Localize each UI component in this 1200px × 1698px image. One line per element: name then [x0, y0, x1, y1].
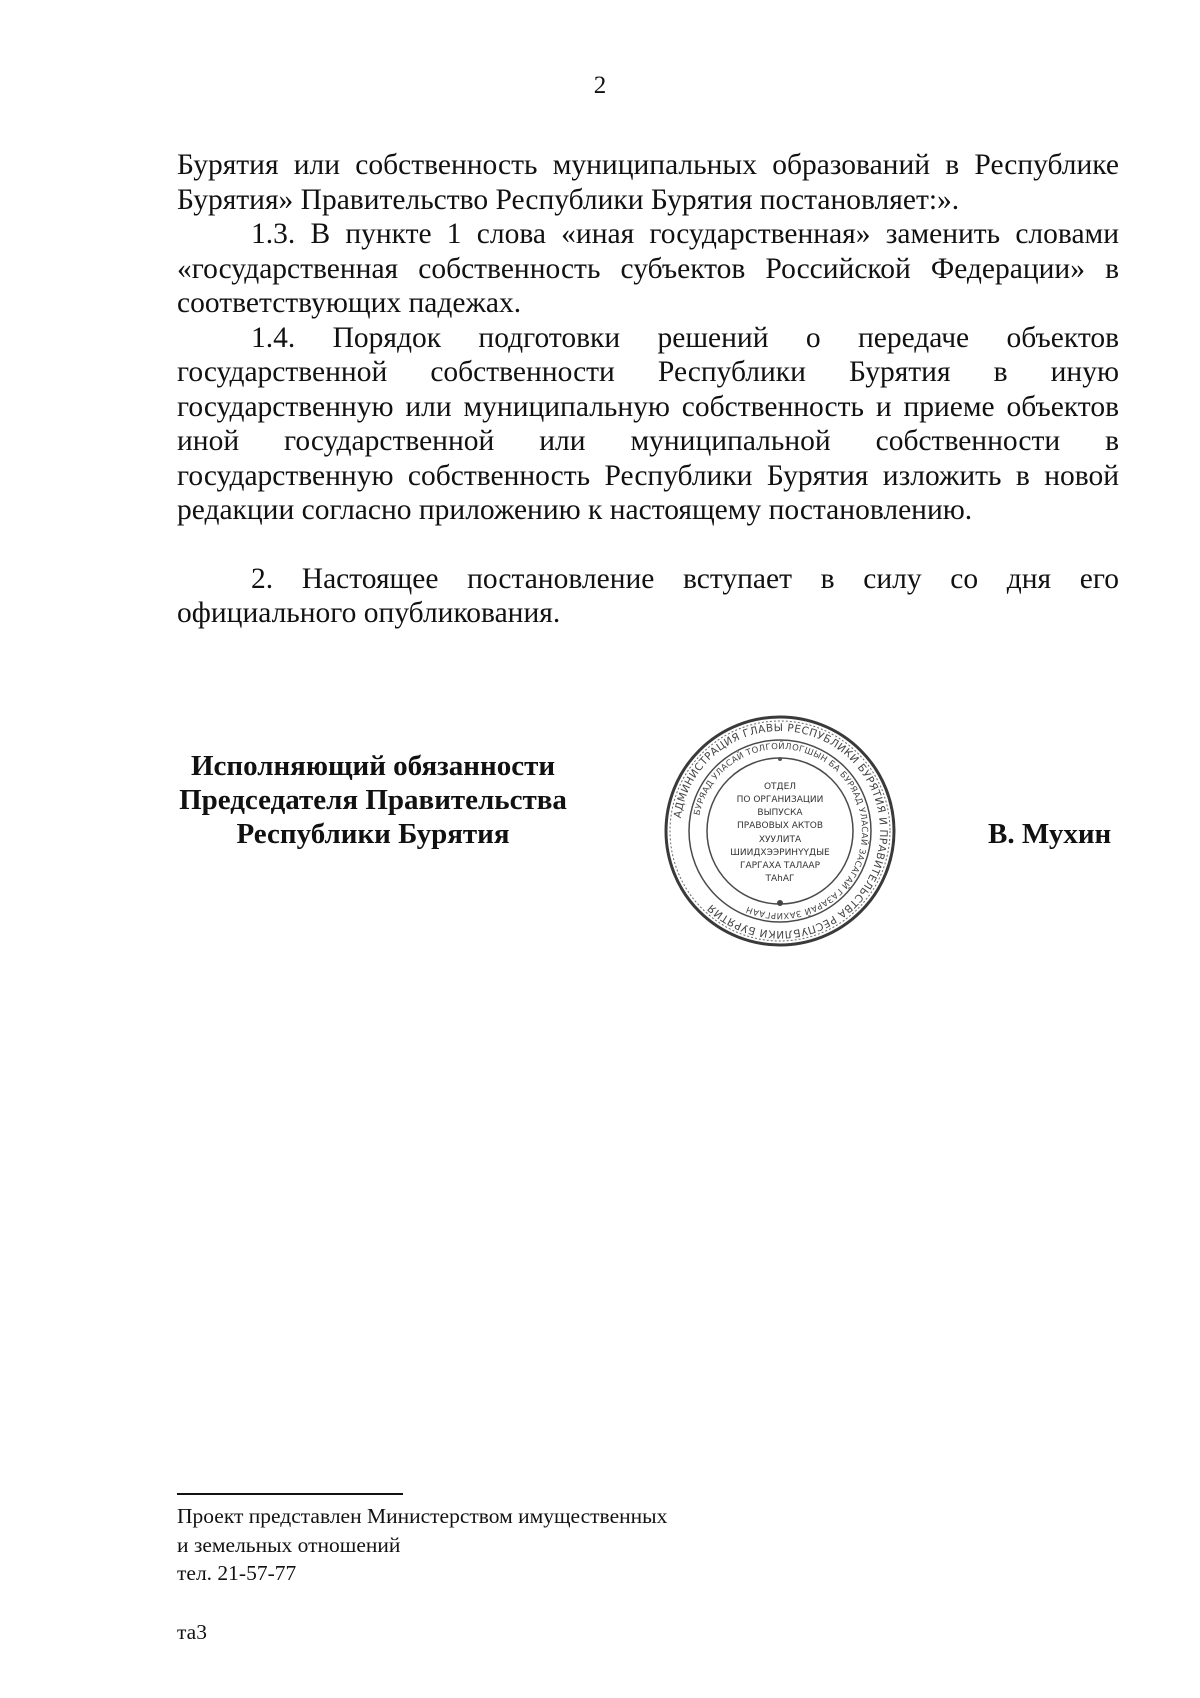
official-seal [662, 713, 898, 949]
paragraph-continuation: Бурятия или собственность муниципальных образований в Республике Бурятия» Правительство Республики Бурятия постановляет:». [177, 149, 1119, 216]
seal-inner-text: БУРЯАД УЛАСАЙ ТОЛГОЙЛОГШЫН БА БУРЯАД УЛАСАЙ ЗАСАГАЙ ГАЗАРАЙ ЗАХИРГААН [692, 741, 870, 921]
signer-name: В. Мухин [988, 818, 1112, 850]
footnote-line: и земельных отношений [177, 1532, 401, 1557]
signer-title [178, 749, 568, 851]
seal-graphic [662, 713, 898, 949]
footnote [177, 1502, 877, 1646]
document-body [177, 148, 1119, 631]
paragraph-2: 2. Настоящее постановление вступает в силу со дня его официального опубликования. [177, 562, 1119, 629]
page-number: 2 [593, 72, 607, 99]
seal-center-line: ШИИДХЭЭРИНҮҮДЫЕ [730, 848, 830, 858]
seal-center-line: ГАРГАХА ТАЛААР [739, 861, 821, 871]
paragraph-1-3: 1.3. В пункте 1 слова «иная государственная» заменить словами «государственная собственность субъектов Российской Федерации» в соответствующих падежах. [177, 218, 1119, 319]
signer-title-line: Республики Бурятия [236, 818, 510, 850]
seal-center-line: ХУУЛИТА [758, 835, 802, 845]
footnote-code: та3 [177, 1619, 207, 1644]
signer-title-line: Председателя Правительства [179, 784, 567, 816]
signer-title-line: Исполняющий обязанности [190, 750, 556, 782]
seal-outer-text: АДМИНИСТРАЦИЯ ГЛАВЫ РЕСПУБЛИКИ БУРЯТИЯ И ПРАВИТЕЛЬСТВА РЕСПУБЛИКИ БУРЯТИЯ [671, 721, 890, 941]
footnote-divider [177, 1493, 403, 1495]
paragraph-1-4: 1.4. Порядок подготовки решений о передаче объектов государственной собственности Республики Бурятия в иную государственную или муниципальную собственность и приеме объектов иной государственной или муниципальной собственности в государственную собственность Республики Бурятия изложить в новой редакции согласно приложению к настоящему постановлению. [177, 321, 1119, 526]
seal-center-line: ОТДЕЛ [763, 782, 797, 792]
footnote-phone: тел. 21-57-77 [177, 1561, 297, 1585]
seal-center-line: ПО ОРГАНИЗАЦИИ [736, 795, 824, 805]
seal-center-line: ВЫПУСКА [757, 808, 803, 818]
footnote-line: Проект представлен Министерством имущественных [177, 1504, 668, 1528]
seal-center-line: ПРАВОВЫХ АКТОВ [736, 821, 824, 831]
seal-center-line: ТАһАГ [765, 874, 795, 884]
